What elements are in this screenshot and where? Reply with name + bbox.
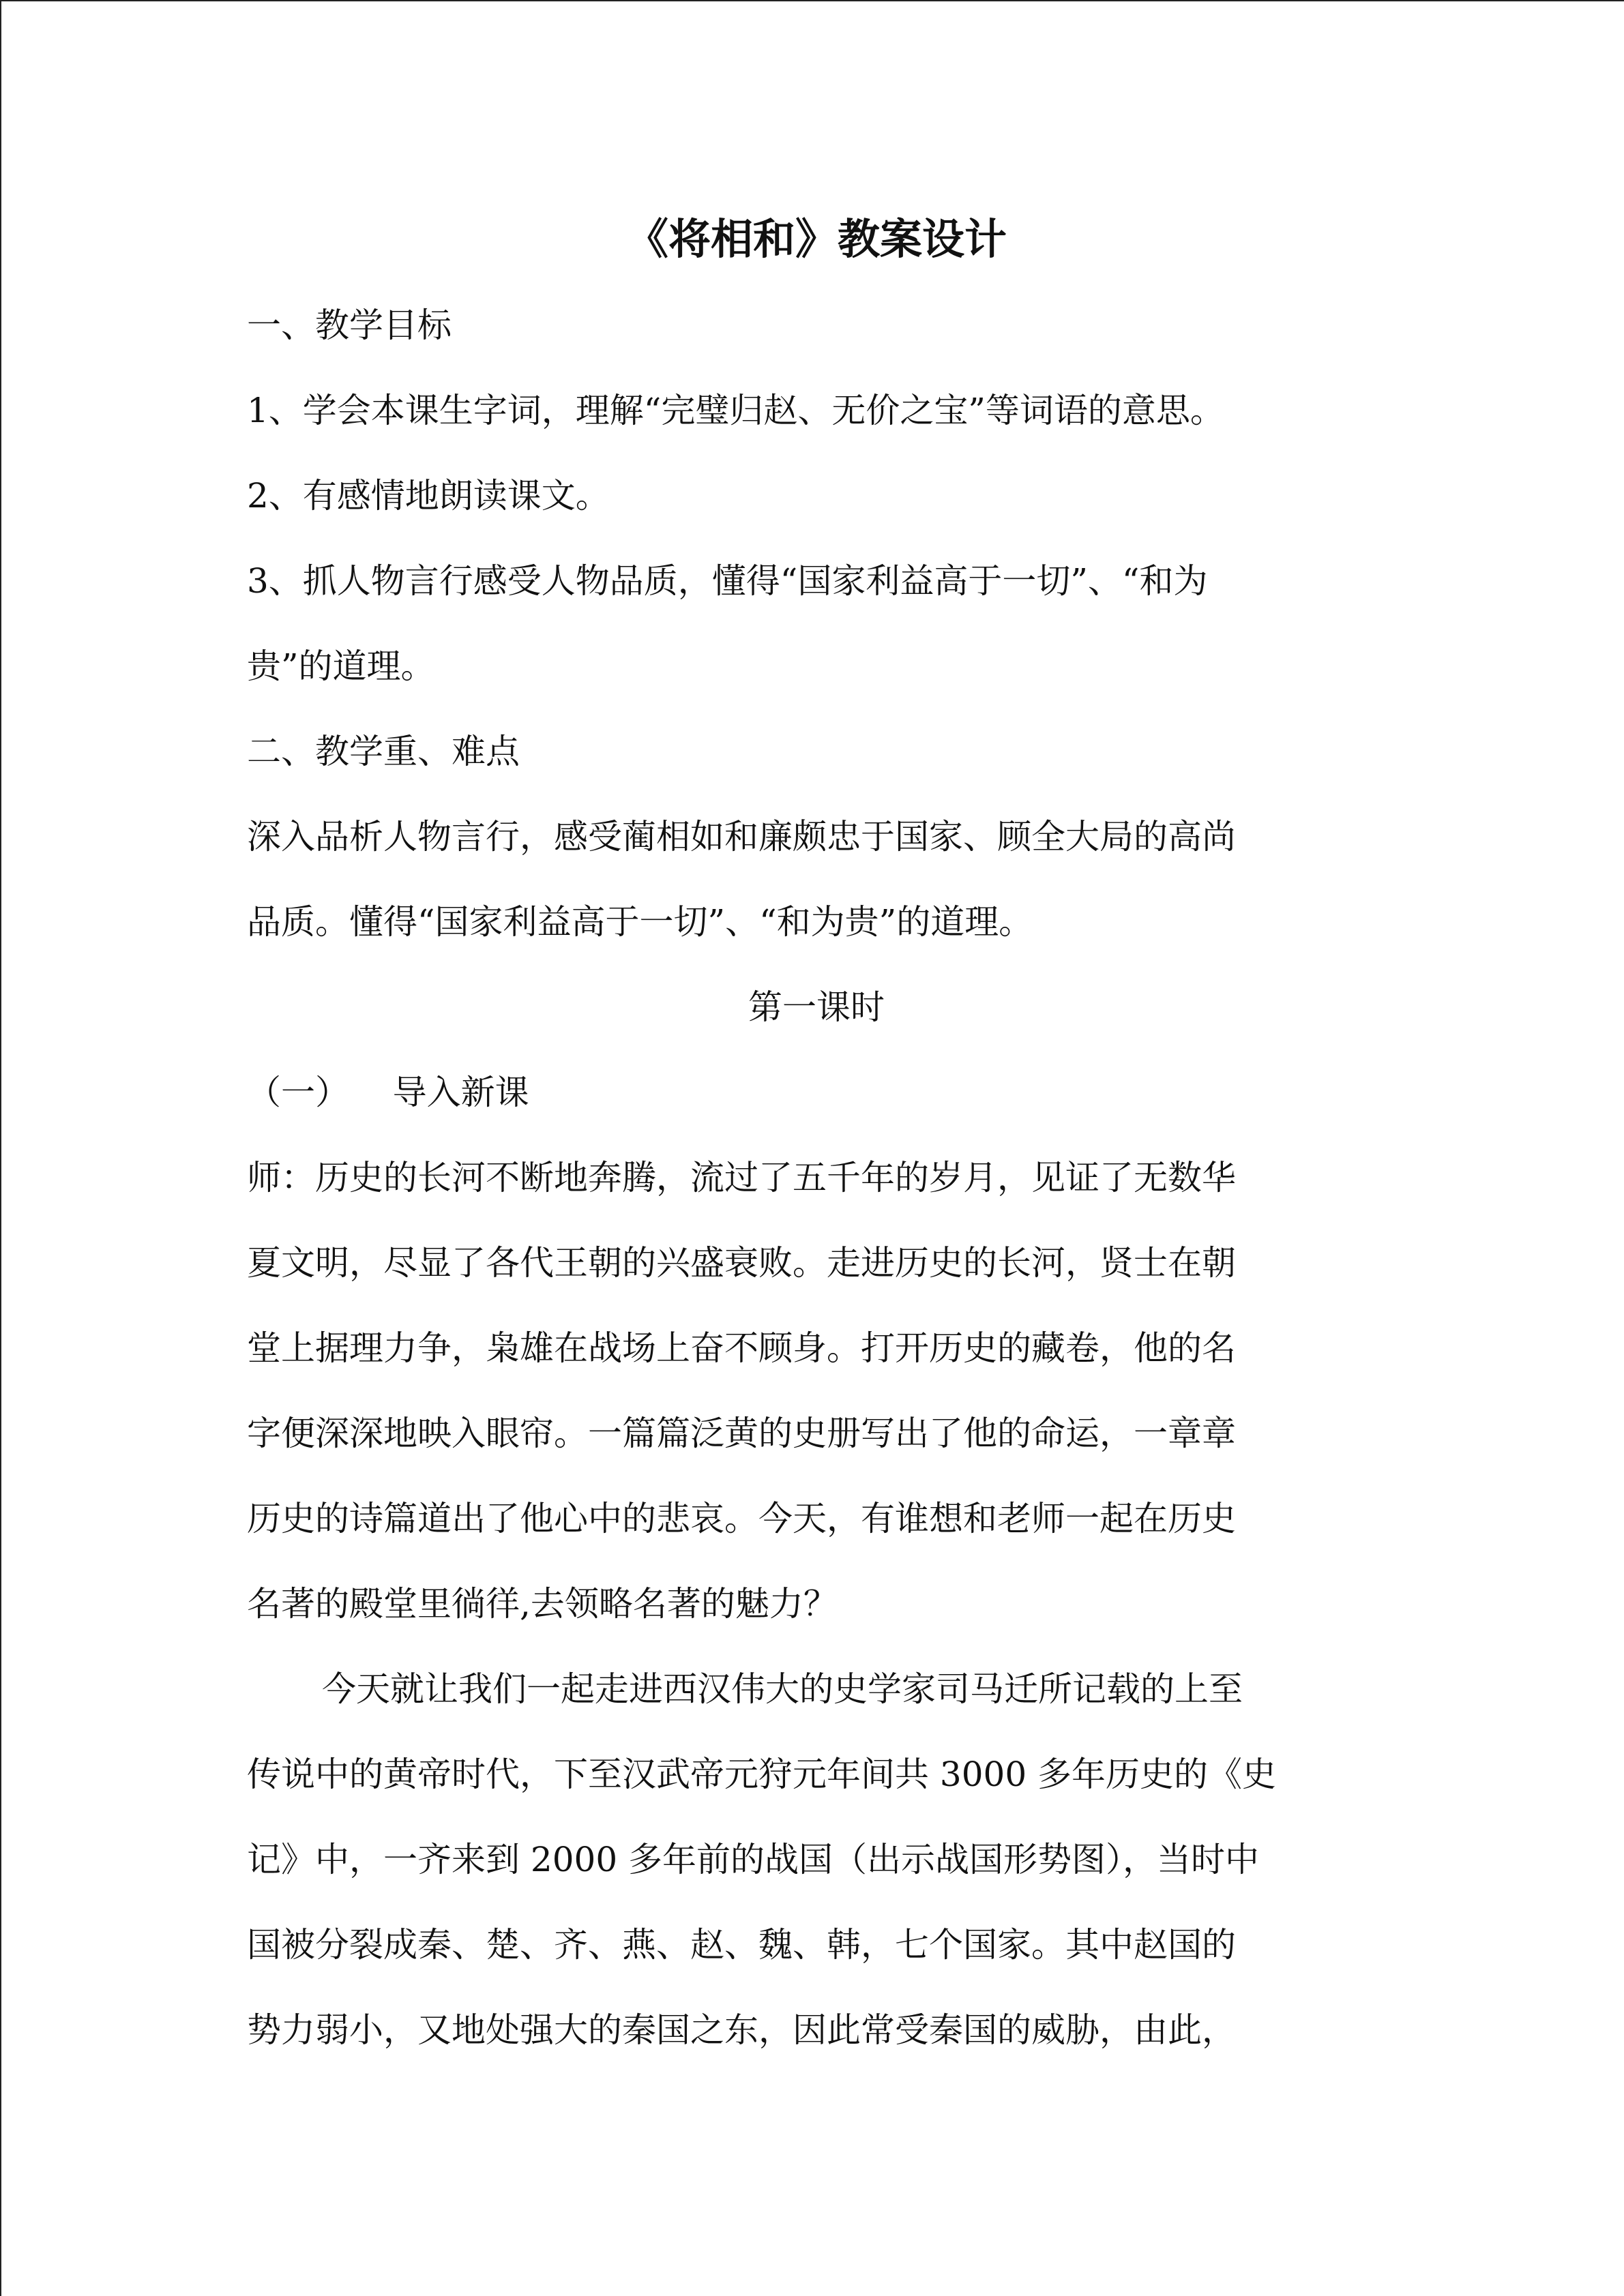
paragraph-line-4: 国被分裂成秦、楚、齐、燕、赵、魏、韩，七个国家。其中赵国的 — [247, 1925, 1236, 1965]
paragraph-line-3: 记》中，一齐来到 2000 多年前的战国（出示战国形势图），当时中 — [247, 1840, 1260, 1879]
key-points-line-1: 深入品析人物言行，感受蔺相如和廉颇忠于国家、顾全大局的高尚 — [247, 817, 1236, 856]
intro-line-2: 夏文明，尽显了各代王朝的兴盛衰败。走进历史的长河，贤士在朝 — [247, 1243, 1236, 1283]
key-points-line-2: 品质。懂得“国家利益高于一切”、“和为贵”的道理。 — [247, 902, 1033, 942]
intro-line-1: 师：历史的长河不断地奔腾，流过了五千年的岁月，见证了无数华 — [247, 1158, 1236, 1197]
section-heading-key-points: 二、教学重、难点 — [247, 732, 520, 771]
intro-line-5: 历史的诗篇道出了他心中的悲哀。今天，有谁想和老师一起在历史 — [247, 1499, 1236, 1538]
document-title: 《将相和》教案设计 — [625, 214, 1007, 264]
goal-line-3-continued: 贵”的道理。 — [247, 646, 435, 686]
intro-line-4: 字便深深地映入眼帘。一篇篇泛黄的史册写出了他的命运，一章章 — [247, 1414, 1236, 1453]
paragraph-line-5: 势力弱小，又地处强大的秦国之东，因此常受秦国的威胁，由此， — [247, 2010, 1236, 2050]
intro-line-3: 堂上据理力争，枭雄在战场上奋不顾身。打开历史的藏卷，他的名 — [247, 1328, 1236, 1368]
lesson-label: 第一课时 — [748, 987, 885, 1027]
section-heading-goals: 一、教学目标 — [247, 305, 452, 345]
paragraph-line-2: 传说中的黄帝时代，下至汉武帝元狩元年间共 3000 多年历史的《史 — [247, 1755, 1277, 1794]
goal-line-3: 3、抓人物言行感受人物品质，懂得“国家利益高于一切”、“和为 — [247, 561, 1208, 601]
part-heading-intro: （一） 导入新课 — [247, 1073, 529, 1112]
paragraph-line-1: 今天就让我们一起走进西汉伟大的史学家司马迁所记载的上至 — [322, 1669, 1243, 1709]
intro-line-6: 名著的殿堂里徜徉,去领略名著的魅力？ — [247, 1584, 838, 1624]
goal-line-2: 2、有感情地朗读课文。 — [247, 476, 610, 516]
goal-line-1: 1、学会本课生字词，理解“完璧归赵、无价之宝”等词语的意思。 — [247, 391, 1224, 430]
